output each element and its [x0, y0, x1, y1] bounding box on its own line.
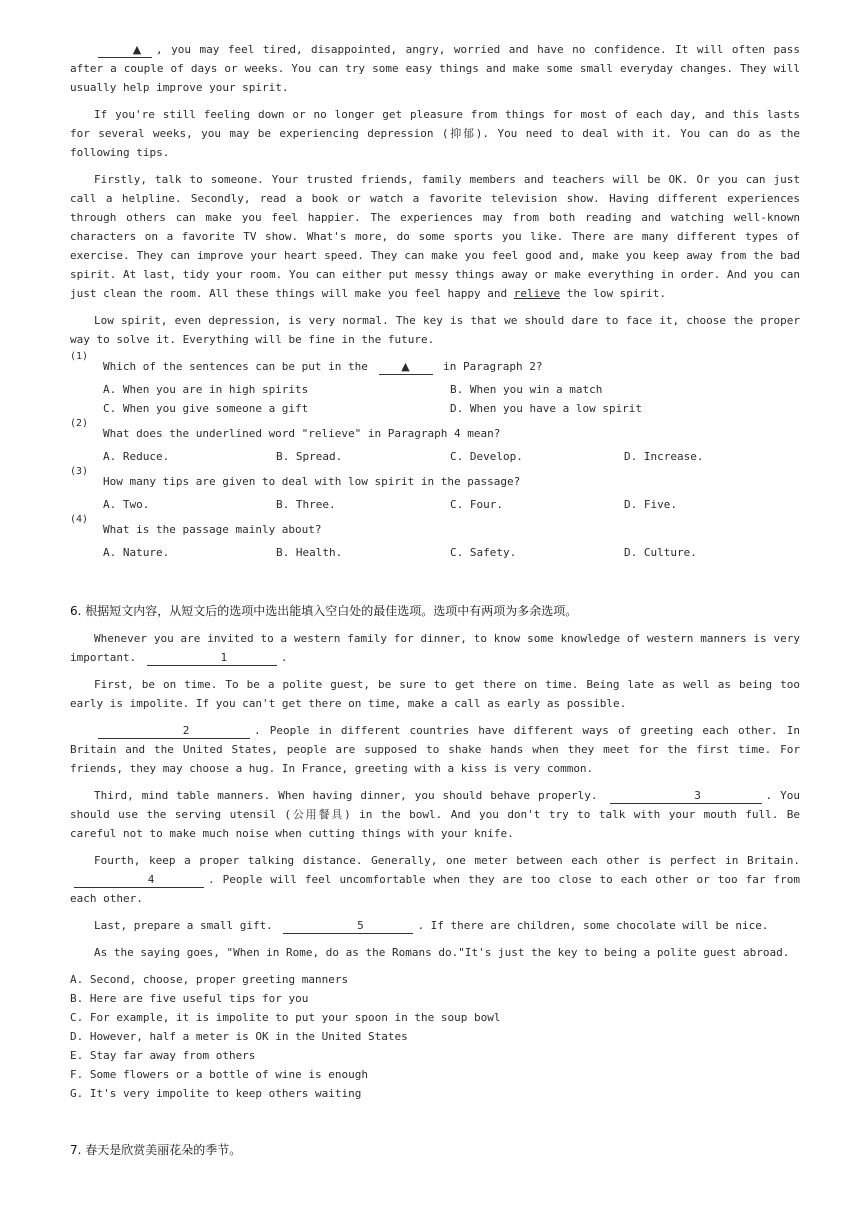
- choice-e: E. Stay far away from others: [70, 1049, 256, 1062]
- choice-d: D. However, half a meter is OK in the United States: [70, 1030, 408, 1043]
- answer-blank-4[interactable]: 4: [74, 873, 204, 888]
- answer-blank-5[interactable]: 5: [283, 919, 413, 934]
- question-4-options: [70, 543, 800, 562]
- option-d[interactable]: D. When you have a low spirit: [450, 402, 643, 415]
- section6-paragraph-7: As the saying goes, "When in Rome, do as the Romans do."It's just the key to being a polite guest abroad.: [94, 946, 790, 959]
- answer-choices: [70, 970, 800, 1103]
- question-3: [70, 466, 800, 491]
- choice-a: A. Second, choose, proper greeting manners: [70, 973, 349, 986]
- option-b[interactable]: B. Three.: [276, 498, 336, 511]
- section-6-heading: 6. 根据短文内容，从短文后的选项中选出能填入空白处的最佳选项。选项中有两项为多余选项。: [70, 604, 578, 618]
- option-b[interactable]: B. Spread.: [276, 450, 343, 463]
- passage-paragraph-1: [70, 40, 800, 97]
- question-3-options: [70, 495, 800, 514]
- question-number: (1): [70, 351, 89, 362]
- question-text: What does the underlined word "relieve" in Paragraph 4 mean?: [103, 427, 501, 440]
- answer-blank: [98, 43, 152, 58]
- paragraph-text: , you may feel tired, disappointed, angry, worried and have no confidence. It will often pass after a couple of days or weeks. You can try some easy things and make some small everyday changes. They will usually help improve your spirit.: [70, 43, 800, 94]
- option-d[interactable]: D. Culture.: [624, 546, 697, 559]
- choice-c: C. For example, it is impolite to put your spoon in the soup bowl: [70, 1011, 501, 1024]
- worksheet-page: [70, 40, 800, 1160]
- option-a[interactable]: A. When you are in high spirits: [103, 383, 309, 396]
- option-d[interactable]: D. Five.: [624, 498, 677, 511]
- underlined-word: relieve: [513, 287, 561, 300]
- question-1: [70, 351, 800, 376]
- section6-paragraph-5: Fourth, keep a proper talking distance. Generally, one meter between each other is perfect in Britain. 4 . People will feel uncomfortable when they are too close to each other or too far from each other.: [70, 854, 800, 905]
- section-7: [70, 1141, 800, 1160]
- option-d[interactable]: D. Increase.: [624, 450, 704, 463]
- option-b[interactable]: B. When you win a match: [450, 383, 603, 396]
- question-4: [70, 514, 800, 539]
- section6-paragraph-1: Whenever you are invited to a western family for dinner, to know some knowledge of western manners is very important. 1 .: [70, 632, 800, 664]
- passage-paragraph-4: Low spirit, even depression, is very normal. The key is that we should dare to face it, choose the proper way to solve it. Everything will be fine in the future.: [70, 314, 800, 346]
- section6-paragraph-6: Last, prepare a small gift. 5 . If there are children, some chocolate will be nice.: [94, 919, 769, 932]
- option-c[interactable]: C. Four.: [450, 498, 503, 511]
- passage-paragraph-2: If you're still feeling down or no longer get pleasure from things for most of each day, and this lasts for several weeks, you may be experiencing depression (抑郁). You need to deal with it. You can do as the following tips.: [70, 108, 800, 159]
- option-a[interactable]: A. Reduce.: [103, 450, 170, 463]
- answer-blank: [379, 360, 433, 375]
- section6-paragraph-3: 2 . People in different countries have different ways of greeting each other. In Britain and the United States, people are supposed to shake hands when they meet for the first time. For friends, they may choose a hug. In France, greeting with a kiss is very common.: [70, 724, 800, 775]
- question-text: How many tips are given to deal with low spirit in the passage?: [103, 475, 521, 488]
- question-2: [70, 418, 800, 443]
- section-7-heading: 7. 春天是欣赏美丽花朵的季节。: [70, 1143, 242, 1157]
- option-c[interactable]: C. Safety.: [450, 546, 517, 559]
- question-number: (2): [70, 418, 89, 429]
- question-text: What is the passage mainly about?: [103, 523, 322, 536]
- question-2-options: [70, 447, 800, 466]
- option-a[interactable]: A. Two.: [103, 498, 150, 511]
- answer-blank-2[interactable]: 2: [98, 724, 250, 739]
- choice-g: G. It's very impolite to keep others waiting: [70, 1087, 362, 1100]
- answer-blank-1[interactable]: 1: [147, 651, 277, 666]
- question-number: (3): [70, 466, 89, 477]
- choice-f: F. Some flowers or a bottle of wine is enough: [70, 1068, 369, 1081]
- choice-b: B. Here are five useful tips for you: [70, 992, 309, 1005]
- answer-blank-3[interactable]: 3: [610, 789, 762, 804]
- section-6: [70, 602, 800, 1103]
- question-text: Which of the sentences can be put in the ▲ in Paragraph 2?: [103, 360, 543, 373]
- option-c[interactable]: C. Develop.: [450, 450, 523, 463]
- triangle-marker-icon: ▲: [132, 43, 142, 56]
- option-b[interactable]: B. Health.: [276, 546, 343, 559]
- section6-paragraph-2: First, be on time. To be a polite guest, be sure to get there on time. Being late as well as being too early is impolite. If you can't get there on time, make a call as early as possible.: [70, 678, 800, 710]
- triangle-marker-icon: ▲: [401, 360, 410, 373]
- section6-paragraph-4: Third, mind table manners. When having dinner, you should behave properly. 3 . You should use the serving utensil (公用餐具) in the bowl. And you don't try to talk with your mouth full. Be careful not to make much noise when cutting things with your knife.: [70, 789, 800, 840]
- question-number: (4): [70, 514, 89, 525]
- question-1-options: [70, 380, 800, 418]
- option-c[interactable]: C. When you give someone a gift: [103, 402, 309, 415]
- option-a[interactable]: A. Nature.: [103, 546, 170, 559]
- passage-paragraph-3: Firstly, talk to someone. Your trusted friends, family members and teachers will be OK. Or you can just call a helpline. Secondly, read a book or watch a favorite television show. Having different experiences through others can make you feel happier. The experiences may from both reading and watching well-known characters on a favorite TV show. What's more, do some sports you like. There are many different types of exercise. They can improve your heart speed. They can make you feel good and, make you keep away from the bad spirit. At last, tidy your room. You can either put messy things away or make everything in order. And you can just clean the room. All these things will make you feel happy and relieve the low spirit.: [70, 173, 800, 300]
